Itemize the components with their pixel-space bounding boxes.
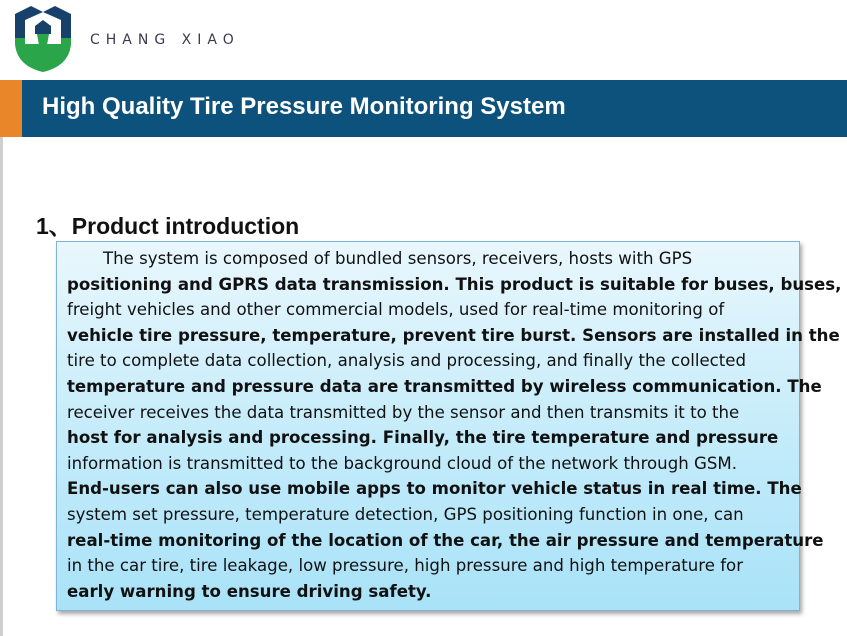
brand-name: CHANG XIAO — [90, 32, 240, 48]
description-line: real-time monitoring of the location of the car, the air pressure and temperature — [67, 530, 824, 550]
description-line: The system is composed of bundled sensors, receivers, hosts with GPS — [103, 249, 693, 268]
section-heading: 1、Product introduction — [36, 213, 300, 239]
description-line: in the car tire, tire leakage, low pressure, high pressure and high temperature for — [67, 556, 744, 576]
description-line: freight vehicles and other commercial models, used for real-time monitoring of — [67, 300, 725, 320]
product-description — [67, 246, 842, 604]
description-line: End-users can also use mobile apps to monitor vehicle status in real time. The — [67, 479, 802, 499]
description-line: host for analysis and processing. Finally, the tire temperature and pressure — [67, 428, 779, 448]
product-description-box — [56, 241, 842, 611]
title-accent-strip — [0, 80, 22, 137]
left-divider — [0, 137, 3, 636]
page-title: High Quality Tire Pressure Monitoring System — [42, 93, 566, 120]
description-line: information is transmitted to the background cloud of the network through GSM. — [67, 453, 738, 473]
description-line: system set pressure, temperature detection, GPS positioning function in one, can — [67, 504, 744, 524]
description-line: positioning and GPRS data transmission. This product is suitable for buses, buses, — [67, 274, 842, 294]
description-line: tire to complete data collection, analysis and processing, and finally the collected — [67, 351, 747, 371]
description-line: early warning to ensure driving safety. — [67, 581, 432, 601]
description-line: receiver receives the data transmitted by the sensor and then transmits it to the — [67, 402, 740, 422]
chang-xiao-logo — [11, 4, 75, 74]
description-line: vehicle tire pressure, temperature, prevent tire burst. Sensors are installed in the — [67, 325, 840, 345]
description-line: temperature and pressure data are transmitted by wireless communication. The — [67, 376, 822, 396]
